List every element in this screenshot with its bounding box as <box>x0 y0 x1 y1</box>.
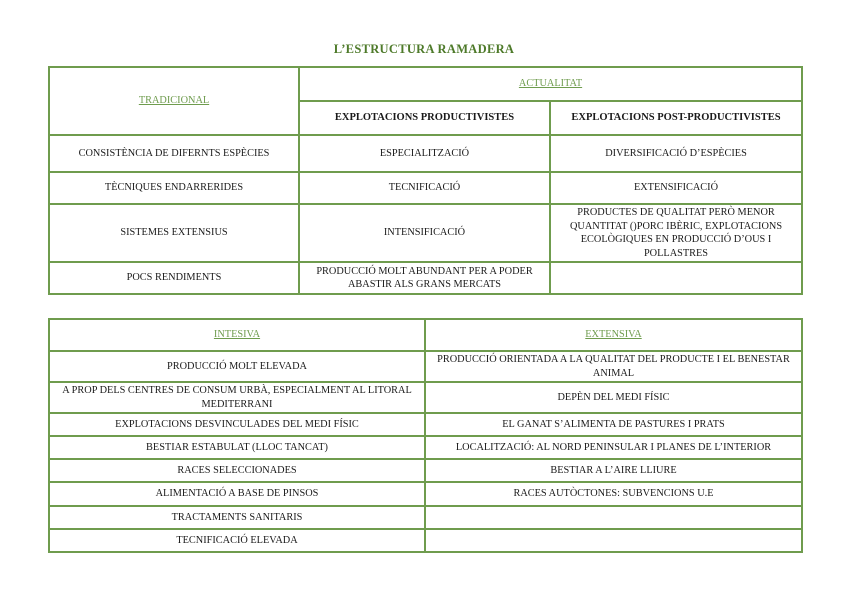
table-row <box>49 135 802 172</box>
table-row <box>49 382 802 413</box>
table-cell: ESPECIALITZACIÓ <box>299 135 550 172</box>
table-cell: PRODUCCIÓ ORIENTADA A LA QUALITAT DEL PRODUCTE I EL BENESTAR ANIMAL <box>425 351 802 382</box>
table-cell: POCS RENDIMENTS <box>49 262 299 294</box>
table-cell: SISTEMES EXTENSIUS <box>49 204 299 262</box>
header-intensiva: INTESIVA <box>49 319 425 351</box>
page-title: L’ESTRUCTURA RAMADERA <box>333 42 515 56</box>
table-cell: PRODUCTES DE QUALITAT PERÒ MENOR QUANTITAT ()PORC IBÈRIC, EXPLOTACIONS ECOLÒGIQUES EN PRODUCCIÓ D’OUS I POLLASTRES <box>550 204 802 262</box>
table-cell: DIVERSIFICACIÓ D’ESPÈCIES <box>550 135 802 172</box>
table-cell: EXTENSIFICACIÓ <box>550 172 802 204</box>
header-post-productivistes: EXPLOTACIONS POST-PRODUCTIVISTES <box>550 101 802 135</box>
table-row <box>49 262 802 294</box>
table-cell: EXPLOTACIONS DESVINCULADES DEL MEDI FÍSIC <box>49 413 425 436</box>
table-row <box>49 413 802 436</box>
table-cell <box>425 529 802 552</box>
table-cell: ALIMENTACIÓ A BASE DE PINSOS <box>49 482 425 506</box>
table-cell: TRACTAMENTS SANITARIS <box>49 506 425 529</box>
table-row <box>49 506 802 529</box>
table-cell: BESTIAR A L’AIRE LLIURE <box>425 459 802 482</box>
table-cell: RACES AUTÒCTONES: SUBVENCIONS U.E <box>425 482 802 506</box>
table-cell: A PROP DELS CENTRES DE CONSUM URBÀ, ESPECIALMENT AL LITORAL MEDITERRANI <box>49 382 425 413</box>
table-row <box>49 459 802 482</box>
table-cell: TÈCNIQUES ENDARRERIDES <box>49 172 299 204</box>
table-row <box>49 172 802 204</box>
table-cell: TECNIFICACIÓ <box>299 172 550 204</box>
intensive-extensive-table <box>48 318 803 553</box>
table-cell: DEPÈN DEL MEDI FÍSIC <box>425 382 802 413</box>
table-cell: PRODUCCIÓ MOLT ABUNDANT PER A PODER ABASTIR ALS GRANS MERCATS <box>299 262 550 294</box>
table-cell <box>425 506 802 529</box>
header-tradicional: TRADICIONAL <box>49 67 299 135</box>
header-actualitat: ACTUALITAT <box>299 67 802 101</box>
header-productivistes: EXPLOTACIONS PRODUCTIVISTES <box>299 101 550 135</box>
table-cell: CONSISTÈNCIA DE DIFERNTS ESPÈCIES <box>49 135 299 172</box>
table-cell <box>550 262 802 294</box>
table-cell: PRODUCCIÓ MOLT ELEVADA <box>49 351 425 382</box>
table-cell: RACES SELECCIONADES <box>49 459 425 482</box>
table-cell: TECNIFICACIÓ ELEVADA <box>49 529 425 552</box>
table-row <box>49 351 802 382</box>
table-row <box>49 482 802 506</box>
table-cell: INTENSIFICACIÓ <box>299 204 550 262</box>
table-cell: EL GANAT S’ALIMENTA DE PASTURES I PRATS <box>425 413 802 436</box>
header-extensiva: EXTENSIVA <box>425 319 802 351</box>
table-row <box>49 204 802 262</box>
table-row <box>49 529 802 552</box>
structure-table <box>48 66 803 295</box>
table-cell: LOCALITZACIÓ: AL NORD PENINSULAR I PLANES DE L’INTERIOR <box>425 436 802 459</box>
table-row <box>49 436 802 459</box>
table-cell: BESTIAR ESTABULAT (LLOC TANCAT) <box>49 436 425 459</box>
